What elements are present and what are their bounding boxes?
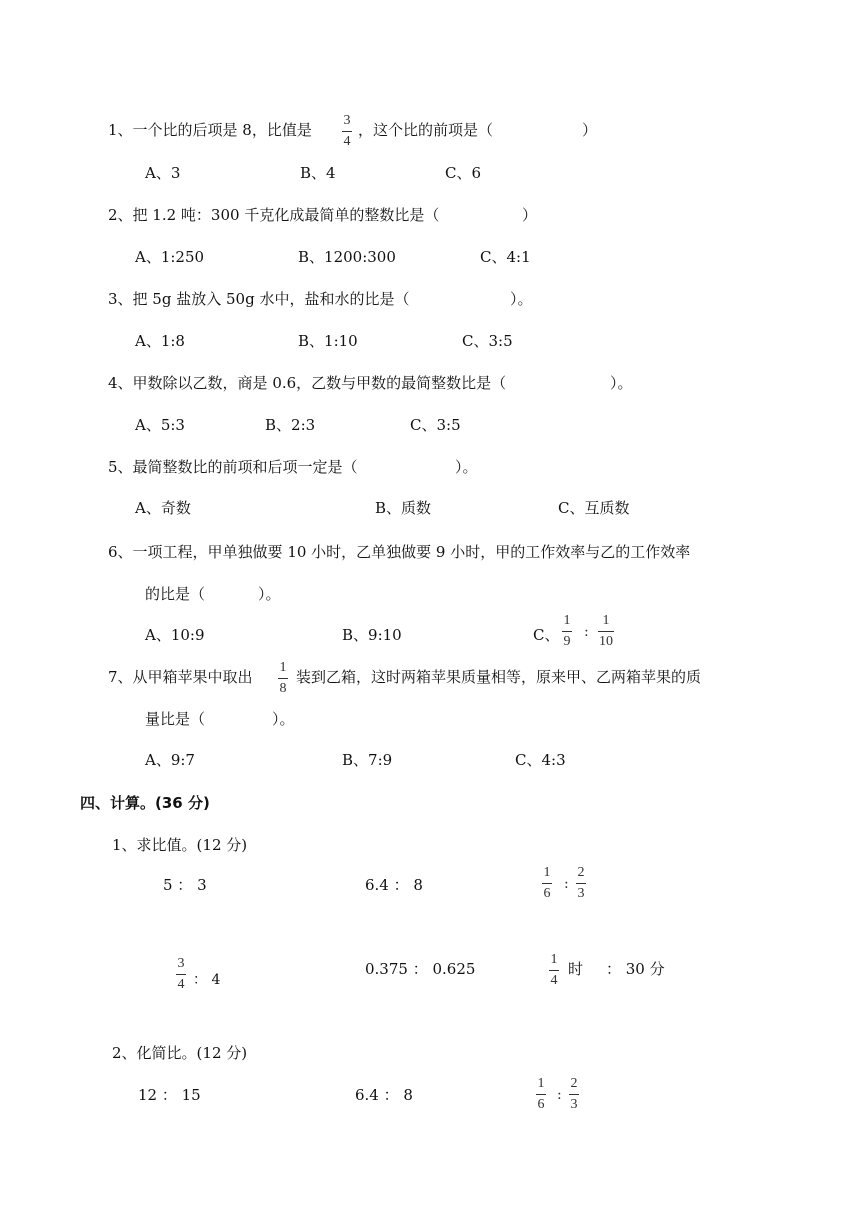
question-2-option-b: B、1200:300 [298, 248, 396, 266]
fraction-numerator: 3 [177, 956, 185, 971]
question-3-option-c: C、3:5 [462, 332, 513, 350]
ratio-colon: : [564, 876, 569, 892]
ratio-problem-6-rest: ： 30 分 [606, 960, 665, 978]
question-7-close: ）。 [272, 710, 295, 728]
simplify-problem-3-fraction-2 [569, 1077, 579, 1112]
fraction-denominator: 6 [543, 886, 551, 901]
question-4-option-b: B、2:3 [265, 416, 316, 434]
question-3-option-a: A、1:8 [135, 332, 185, 350]
fraction-numerator: 1 [602, 613, 610, 628]
ratio-colon: : [584, 624, 589, 640]
question-6-line-2: 的比是（ [145, 585, 206, 603]
fraction-bar [576, 883, 586, 884]
section-4-heading: 四、计算。(36 分) [80, 794, 210, 812]
fraction-bar [542, 883, 552, 884]
fraction-bar [549, 970, 559, 971]
question-4-option-a: A、5:3 [135, 416, 185, 434]
ratio-problem-6-fraction [549, 953, 559, 988]
question-5-option-c: C、互质数 [558, 499, 630, 517]
question-2-text: 2、把 1.2 吨：300 千克化成最简单的整数比是（ [108, 206, 440, 224]
fraction-bar [536, 1094, 546, 1095]
ratio-problem-4-fraction [176, 957, 186, 992]
question-5-option-b: B、质数 [375, 499, 432, 517]
fraction-denominator: 3 [570, 1097, 578, 1112]
question-2-close: ） [522, 206, 538, 224]
question-6-option-b: B、9:10 [342, 626, 402, 644]
question-3-close: ）。 [510, 290, 533, 308]
simplify-problem-2: 6.4 ： 8 [355, 1086, 413, 1104]
fraction-bar [598, 631, 614, 632]
question-3-option-b: B、1:10 [298, 332, 358, 350]
ratio-problem-4-rest: ： 4 [193, 972, 221, 988]
question-7-option-a: A、9:7 [145, 751, 195, 769]
fraction-numerator: 1 [537, 1076, 545, 1091]
question-7-fraction [278, 661, 288, 696]
fraction-bar [278, 678, 288, 679]
question-1-fraction [342, 114, 352, 149]
fraction-denominator: 3 [577, 886, 585, 901]
question-1-option-b: B、4 [300, 164, 336, 182]
question-6-option-c-fraction-1 [562, 614, 572, 649]
ratio-colon: : [557, 1087, 562, 1103]
fraction-denominator: 8 [279, 681, 287, 696]
question-3-text: 3、把 5g 盐放入 50g 水中，盐和水的比是（ [108, 290, 410, 308]
question-7-text-b: 装到乙箱，这时两箱苹果质量相等，原来甲、乙两箱苹果的质 [296, 668, 702, 686]
question-5-option-a: A、奇数 [135, 499, 191, 517]
question-1-close: ） [582, 121, 598, 139]
fraction-numerator: 3 [343, 113, 351, 128]
fraction-numerator: 1 [543, 865, 551, 880]
question-6-option-c-fraction-2 [598, 614, 614, 649]
question-7-option-b: B、7:9 [342, 751, 393, 769]
fraction-bar [342, 131, 352, 132]
ratio-problem-1: 5 ： 3 [163, 876, 207, 894]
fraction-numerator: 2 [577, 865, 585, 880]
fraction-numerator: 1 [279, 660, 287, 675]
fraction-denominator: 4 [343, 134, 351, 149]
question-6-line-1: 6、一项工程，甲单独做要 10 小时，乙单独做要 9 小时，甲的工作效率与乙的工作效率 [108, 543, 691, 561]
fraction-numerator: 1 [550, 952, 558, 967]
question-6-close: ）。 [258, 585, 281, 603]
question-6-option-a: A、10:9 [145, 626, 205, 644]
ratio-problem-5: 0.375 ： 0.625 [365, 960, 476, 978]
fraction-numerator: 2 [570, 1076, 578, 1091]
question-5-text: 5、最简整数比的前项和后项一定是（ [108, 458, 358, 476]
subsection-2-heading: 2、化简比。(12 分) [112, 1044, 248, 1062]
question-7-text-a: 7、从甲箱苹果中取出 [108, 668, 253, 686]
fraction-denominator: 4 [177, 977, 185, 992]
ratio-problem-3-fraction-2 [576, 866, 586, 901]
subsection-1-heading: 1、求比值。(12 分) [112, 836, 248, 854]
question-6-option-c-label: C、 [533, 626, 560, 644]
ratio-problem-6-unit: 时 [568, 960, 584, 978]
question-1-text-a: 1、一个比的后项是 8，比值是 [108, 121, 312, 139]
simplify-problem-3-fraction-1 [536, 1077, 546, 1112]
ratio-problem-2: 6.4 ： 8 [365, 876, 423, 894]
question-1-option-a: A、3 [145, 164, 181, 182]
fraction-bar [569, 1094, 579, 1095]
fraction-denominator: 10 [599, 634, 613, 649]
simplify-problem-1: 12 ： 15 [138, 1086, 201, 1104]
fraction-bar [176, 974, 186, 975]
question-7-line-2: 量比是（ [145, 710, 206, 728]
question-1-option-c: C、6 [445, 164, 482, 182]
question-7-option-c: C、4:3 [515, 751, 566, 769]
question-2-option-a: A、1:250 [135, 248, 205, 266]
question-2-option-c: C、4:1 [480, 248, 531, 266]
fraction-denominator: 9 [563, 634, 571, 649]
question-5-close: ）。 [455, 458, 478, 476]
fraction-numerator: 1 [563, 613, 571, 628]
ratio-problem-3-fraction-1 [542, 866, 552, 901]
question-4-option-c: C、3:5 [410, 416, 461, 434]
question-4-text: 4、甲数除以乙数，商是 0.6，乙数与甲数的最简整数比是（ [108, 374, 507, 392]
fraction-denominator: 4 [550, 973, 558, 988]
question-1-text-b: ，这个比的前项是（ [358, 121, 494, 139]
question-4-close: ）。 [610, 374, 633, 392]
fraction-bar [562, 631, 572, 632]
fraction-denominator: 6 [537, 1097, 545, 1112]
